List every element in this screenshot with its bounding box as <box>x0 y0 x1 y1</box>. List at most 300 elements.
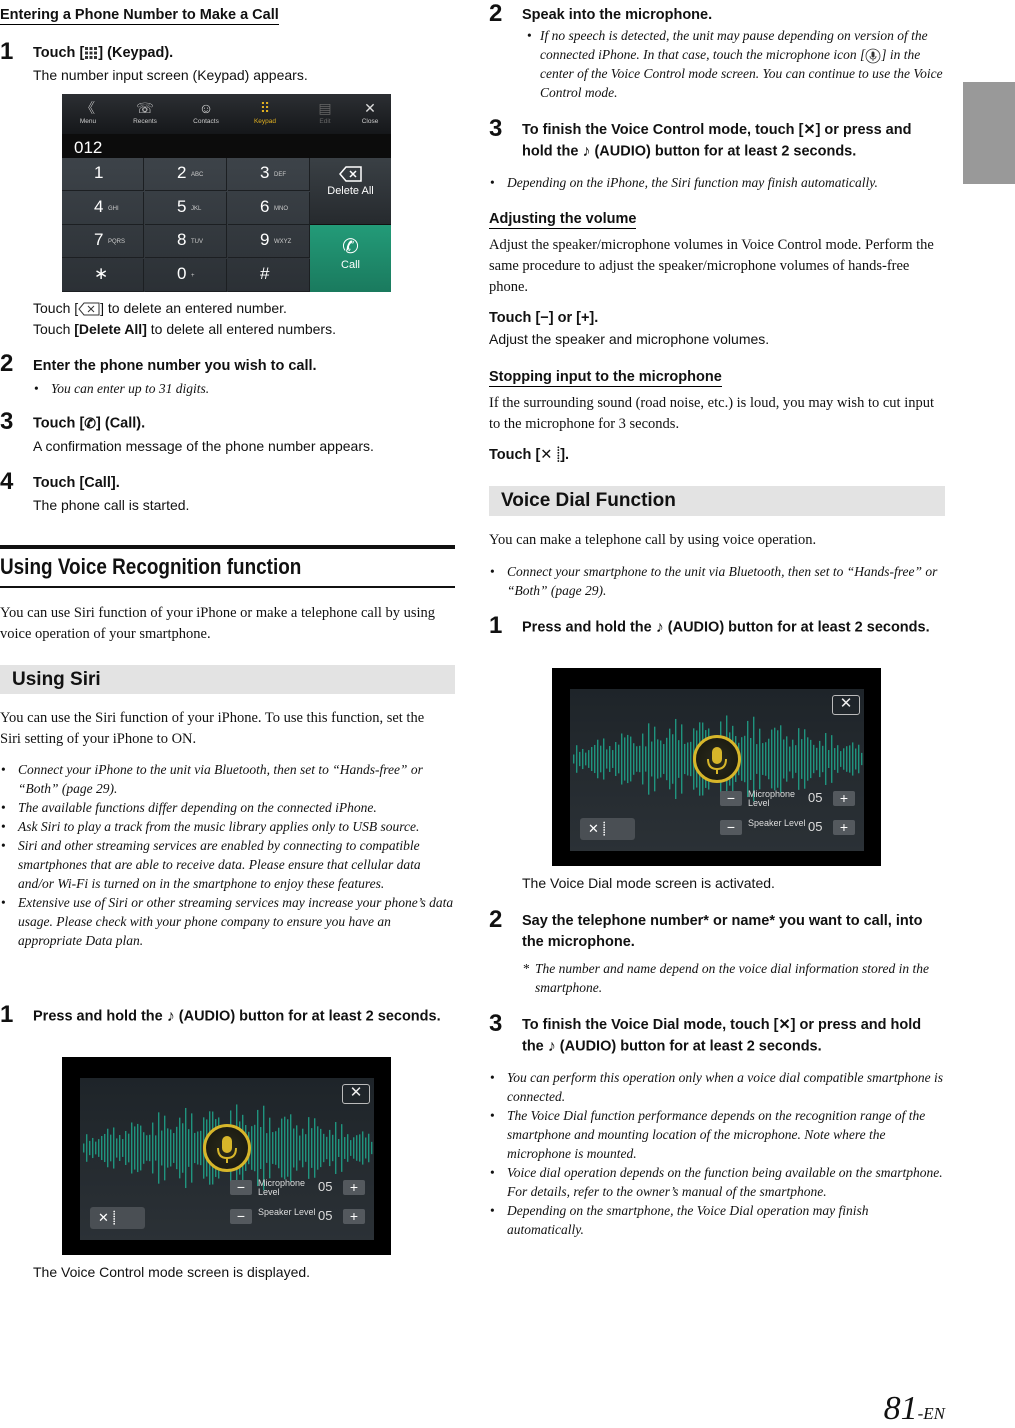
speaker-level-value: 05 <box>808 819 823 834</box>
wave-bar <box>182 1123 183 1172</box>
wave-bar <box>642 734 643 785</box>
keypad-icon: ⠿ <box>259 100 271 116</box>
wave-bar <box>350 1140 351 1156</box>
wave-bar <box>146 1135 147 1160</box>
edit-icon: ▤ <box>318 100 332 116</box>
wave-bar <box>119 1135 120 1161</box>
wave-bar <box>633 743 634 775</box>
list-item: • The Voice Dial function performance depends on the recognition range of the smartphone and mounting location of the microphone. Note where the microphone is mounted. <box>489 1106 945 1163</box>
microphone-icon <box>696 738 738 780</box>
siri-intro: You can use the Siri function of your iPhone. To use this function, set the Siri setting of your iPhone to ON. <box>0 710 425 747</box>
bullet: • <box>527 28 532 43</box>
wave-bar <box>855 748 856 769</box>
wave-bar <box>648 723 649 794</box>
voice-panel <box>570 689 864 851</box>
tab-menu[interactable]: 《 Menu <box>62 98 114 125</box>
wave-bar <box>804 729 805 788</box>
wave-bar <box>251 1126 252 1170</box>
voice-dial-intro: You can make a telephone call by using voice operation. <box>489 532 817 548</box>
wave-bar <box>747 721 748 797</box>
wave-bar <box>134 1126 135 1169</box>
microphone-level-row <box>720 788 864 808</box>
list-item: • Connect your smartphone to the unit via Bluetooth, then set to “Hands-free” or “Both” (page 29). <box>489 562 945 600</box>
wave-bar <box>582 749 583 769</box>
section-title: Using Voice Recognition function <box>0 554 302 579</box>
wave-bar <box>128 1134 129 1163</box>
wave-bar <box>332 1135 333 1161</box>
wave-bar <box>152 1123 153 1174</box>
step-number: 3 <box>489 115 503 142</box>
section-intro: You can use Siri function of your iPhone or make a telephone call by using voice operation of your smartphone. <box>0 605 436 642</box>
wave-bar <box>645 746 646 771</box>
wave-bar <box>362 1131 363 1164</box>
step-number: 1 <box>0 1001 14 1028</box>
wave-bar <box>651 742 652 777</box>
wave-bar <box>849 745 850 772</box>
wave-bar <box>609 746 610 772</box>
microphone-button[interactable] <box>203 1124 251 1172</box>
step-title: Enter the phone number you wish to call. <box>33 358 317 374</box>
step-desc: A confirmation message of the phone number appears. <box>33 438 374 454</box>
key-star[interactable]: ∗ <box>62 259 144 292</box>
wave-bar <box>789 747 790 772</box>
close-icon: ✕ <box>349 1084 363 1101</box>
wave-bar <box>810 740 811 778</box>
close-icon: ✕ <box>364 100 376 116</box>
close-button[interactable] <box>342 1084 370 1104</box>
wave-bar <box>107 1129 108 1168</box>
keypad-screenshot <box>62 94 391 292</box>
wave-bar <box>176 1127 177 1169</box>
step-title: Touch [✆] (Call). <box>33 413 145 434</box>
wave-bar <box>314 1118 315 1177</box>
wave-bar <box>170 1130 171 1167</box>
wave-bar <box>185 1108 186 1188</box>
wave-bar <box>284 1117 285 1180</box>
step-title: Touch [ ] (Keypad). <box>33 45 174 61</box>
wave-bar <box>290 1114 291 1181</box>
step-title: Press and hold the ♪ (AUDIO) button for at least 2 seconds. <box>522 619 930 636</box>
tab-close[interactable]: ✕ Close <box>344 98 391 125</box>
wave-bar <box>167 1128 168 1167</box>
mic-minus-button[interactable]: − <box>230 1180 252 1195</box>
wave-bar <box>615 742 616 776</box>
wave-bar <box>299 1136 300 1161</box>
keypad-tabbar <box>62 94 391 134</box>
close-icon: ✕ <box>778 1017 791 1033</box>
step-title: To finish the Voice Control mode, touch [✕] or press and hold the ♪ (AUDIO) button for at least 2 seconds. <box>522 122 912 160</box>
speaker-level-row <box>230 1206 374 1226</box>
wave-bar <box>257 1110 258 1186</box>
wave-bar <box>765 742 766 776</box>
wave-bar <box>741 737 742 781</box>
wave-bar <box>783 739 784 778</box>
wave-bar <box>756 744 757 774</box>
note-list <box>33 379 453 398</box>
wave-bar <box>801 739 802 779</box>
adjust-desc: Adjust the speaker and microphone volumes. <box>489 331 770 347</box>
step-desc: The number input screen (Keypad) appears. <box>33 67 308 83</box>
stop-input-heading: Stopping input to the microphone <box>489 369 722 385</box>
wave-bar <box>269 1118 270 1179</box>
wave-bar <box>344 1137 345 1159</box>
speaker-minus-button[interactable]: − <box>230 1209 252 1224</box>
wave-bar <box>831 735 832 783</box>
step-number: 4 <box>0 468 14 495</box>
wave-bar <box>675 719 676 799</box>
wave-bar <box>323 1134 324 1162</box>
wave-bar <box>368 1134 369 1163</box>
mic-cut-icon: ✕ ⸽ <box>588 821 606 836</box>
tab-recents[interactable]: ☏ Recents <box>119 98 171 125</box>
wave-bar <box>272 1132 273 1164</box>
wave-bar <box>666 738 667 780</box>
asterisk: * <box>523 961 530 976</box>
wave-bar <box>759 729 760 790</box>
wave-bar <box>639 746 640 772</box>
wave-bar <box>365 1137 366 1158</box>
wave-bar <box>654 727 655 792</box>
list-item: • You can perform this operation only when a voice dial compatible smartphone is connected. <box>489 1068 945 1106</box>
wave-bar <box>293 1128 294 1167</box>
wave-bar <box>840 751 841 767</box>
note-list <box>489 173 945 192</box>
tab-edit[interactable]: ▤ Edit <box>299 98 351 125</box>
microphone-level-row <box>230 1177 374 1197</box>
voice-control-screenshot <box>62 1057 391 1255</box>
step-number: 3 <box>489 1010 503 1037</box>
key-1[interactable]: 1 <box>62 158 144 191</box>
mic-level-label: Microphone Level <box>748 789 796 808</box>
wave-bar <box>861 753 862 765</box>
wave-bar <box>140 1126 141 1171</box>
key-0[interactable]: 0 + <box>145 259 227 292</box>
wave-bar <box>678 740 679 778</box>
speaker-plus-button[interactable]: + <box>343 1209 365 1224</box>
step-number: 1 <box>489 612 503 639</box>
wave-bar <box>858 745 859 774</box>
close-icon: ✕ <box>839 695 853 712</box>
wave-bar <box>317 1126 318 1169</box>
screen-caption: The Voice Control mode screen is displayed. <box>33 1264 311 1280</box>
wave-bar <box>353 1137 354 1158</box>
list-item: • You can enter up to 31 digits. <box>33 379 453 398</box>
wave-bar <box>371 1142 372 1154</box>
wave-bar <box>281 1119 282 1178</box>
step-number: 1 <box>0 38 14 65</box>
wave-bar <box>597 740 598 779</box>
wave-bar <box>573 755 574 764</box>
delete-all-button[interactable]: Delete All <box>310 158 391 225</box>
wave-bar <box>308 1117 309 1179</box>
wave-bar <box>684 744 685 774</box>
wave-bar <box>260 1127 261 1169</box>
wave-bar <box>837 745 838 773</box>
wave-bar <box>852 742 853 775</box>
section-rule <box>0 545 455 549</box>
wave-bar <box>356 1135 357 1161</box>
wave-bar <box>813 745 814 773</box>
wave-bar <box>359 1134 360 1161</box>
wave-bar <box>819 741 820 777</box>
key-6[interactable]: 6 MNO <box>228 192 310 225</box>
wave-bar <box>197 1131 198 1164</box>
wave-bar <box>669 729 670 790</box>
wave-bar <box>302 1129 303 1168</box>
step-title: Press and hold the ♪ (AUDIO) button for at least 2 seconds. <box>33 1008 441 1025</box>
mic-cut-button[interactable] <box>90 1207 145 1229</box>
step-number: 2 <box>489 0 503 27</box>
music-note-icon: ♪ <box>547 1038 556 1055</box>
screen-caption: The Voice Dial mode screen is activated. <box>522 875 775 891</box>
wave-bar <box>834 748 835 770</box>
wave-bar <box>624 737 625 780</box>
step-desc: The phone call is started. <box>33 497 190 513</box>
step-number: 2 <box>489 906 503 933</box>
key-8[interactable]: 8 TUV <box>145 225 227 258</box>
list-item: • Siri and other streaming services are enabled by connecting to compatible smartphones that are able to receive data. Please ensure that cellular data and/or Wi-Fi is turned on in the smartphone to enjoy these features. <box>0 836 455 893</box>
wave-bar <box>744 736 745 782</box>
step-title: To finish the Voice Dial mode, touch [✕] or press and hold the ♪ (AUDIO) button for at least 2 seconds. <box>522 1017 922 1055</box>
wave-bar <box>320 1129 321 1167</box>
wave-bar <box>822 746 823 772</box>
chevron-left-icon: 《 <box>81 100 95 116</box>
list-item: • Depending on the smartphone, the Voice Dial operation may finish automatically. <box>489 1201 945 1239</box>
wave-bar <box>179 1118 180 1179</box>
key-7[interactable]: 7 PQRS <box>62 225 144 258</box>
wave-bar <box>795 745 796 773</box>
wave-bar <box>110 1135 111 1162</box>
wave-bar <box>92 1138 93 1158</box>
wave-bar <box>576 745 577 773</box>
microphone-button[interactable] <box>693 735 741 783</box>
list-item: • The available functions differ depending on the connected iPhone. <box>0 798 455 817</box>
list-item: • Depending on the iPhone, the Siri function may finish automatically. <box>489 173 945 192</box>
wave-bar <box>338 1139 339 1157</box>
wave-bar <box>89 1141 90 1155</box>
mic-level-label: Microphone Level <box>258 1178 306 1197</box>
microphone-icon <box>206 1127 248 1169</box>
step-title: Touch [Call]. <box>33 475 120 491</box>
mic-cut-icon: ✕ ⸽ <box>540 447 561 463</box>
mic-plus-button[interactable]: + <box>833 791 855 806</box>
backspace-icon <box>78 302 100 316</box>
wave-bar <box>143 1132 144 1164</box>
list-item: • Ask Siri to play a track from the music library applies only to USB source. <box>0 817 455 836</box>
contacts-icon: ☺ <box>198 100 214 116</box>
wave-bar <box>636 746 637 771</box>
wave-bar <box>807 737 808 780</box>
wave-bar <box>846 746 847 772</box>
wave-bar <box>98 1139 99 1157</box>
tab-keypad[interactable]: ⠿ Keypad <box>239 98 291 125</box>
wave-bar <box>188 1129 189 1167</box>
list-item: • Extensive use of Siri or other streaming services may increase your phone’s data usage. Please check with your phone company to ensure you have an appropriate Data plan. <box>0 893 455 950</box>
wave-bar <box>591 747 592 771</box>
wave-bar <box>278 1128 279 1169</box>
speaker-plus-button[interactable]: + <box>833 820 855 835</box>
wave-bar <box>774 728 775 791</box>
wave-bar <box>125 1131 126 1165</box>
wave-bar <box>347 1134 348 1162</box>
wave-bar <box>612 750 613 768</box>
wave-bar <box>86 1134 87 1162</box>
entered-number: 012 <box>74 138 103 157</box>
wave-bar <box>194 1133 195 1163</box>
note-list <box>489 1068 945 1239</box>
wave-bar <box>329 1130 330 1166</box>
mic-cut-icon: ✕ ⸽ <box>98 1210 116 1225</box>
wave-bar <box>173 1133 174 1163</box>
key-3[interactable]: 3 DEF <box>228 158 310 191</box>
wave-bar <box>158 1112 159 1183</box>
music-note-icon: ♪ <box>166 1008 175 1025</box>
speaker-level-row <box>720 817 864 837</box>
key-4[interactable]: 4 GHI <box>62 192 144 225</box>
mic-cut-button[interactable] <box>580 818 635 840</box>
wave-bar <box>116 1138 117 1157</box>
wave-bar <box>296 1125 297 1170</box>
wave-bar <box>95 1142 96 1155</box>
wave-bar <box>660 741 661 778</box>
wave-bar <box>618 745 619 774</box>
wave-bar <box>630 737 631 782</box>
step-title: Speak into the microphone. <box>522 7 713 23</box>
key-2[interactable]: 2 ABC <box>145 158 227 191</box>
wave-bar <box>287 1119 288 1176</box>
speaker-minus-button[interactable]: − <box>720 820 742 835</box>
siri-notes <box>0 760 455 950</box>
speaker-level-label: Speaker Level <box>258 1207 316 1217</box>
wave-bar <box>657 739 658 778</box>
voice-panel <box>80 1078 374 1240</box>
voice-dial-section-bar: Voice Dial Function <box>489 486 945 516</box>
music-note-icon: ♪ <box>655 619 664 636</box>
close-icon: ✕ <box>803 122 816 138</box>
note-list <box>489 562 945 600</box>
wave-bar <box>825 733 826 785</box>
delete-one-instruction: Touch [ ] to delete an entered number. <box>33 300 287 316</box>
wave-bar <box>341 1124 342 1172</box>
voice-dial-screenshot <box>552 668 881 866</box>
wave-bar <box>771 730 772 789</box>
step-note: • If no speech is detected, the unit may pause depending on version of the connected iPhone. In that case, touch the microphone icon [ ] in the center of the Voice Control mode screen. You can continue to use the Voice Control mode. <box>527 28 943 100</box>
stop-touch-label: Touch [✕ ⸽]. <box>489 447 570 463</box>
wave-bar <box>672 734 673 783</box>
phone-icon: ✆ <box>342 236 359 258</box>
page-number: 81-EN <box>883 1390 945 1427</box>
wave-bar <box>768 739 769 780</box>
wave-bar <box>335 1122 336 1174</box>
backspace-icon <box>339 166 363 182</box>
wave-bar <box>687 742 688 775</box>
wave-bar <box>750 738 751 780</box>
key-hash[interactable]: # <box>228 259 310 292</box>
entering-heading: Entering a Phone Number to Make a Call <box>0 7 279 23</box>
wave-bar <box>843 748 844 769</box>
wave-bar <box>600 746 601 773</box>
recents-icon: ☏ <box>136 100 154 116</box>
wave-bar <box>326 1137 327 1159</box>
speaker-level-label: Speaker Level <box>748 818 806 828</box>
wave-bar <box>627 735 628 783</box>
delete-all-instruction: Touch [Delete All] to delete all entered numbers. <box>33 321 336 337</box>
call-button[interactable]: ✆ Call <box>310 225 391 292</box>
speaker-level-value: 05 <box>318 1208 333 1223</box>
tab-contacts[interactable]: ☺ Contacts <box>180 98 232 125</box>
wave-bar <box>606 749 607 768</box>
adjust-volume-text: Adjust the speaker/microphone volumes in Voice Control mode. Perform the same procedure to adjust the speaker/microphone volumes of hands-free phone. <box>489 237 934 295</box>
wave-bar <box>603 738 604 779</box>
wave-bar <box>792 740 793 779</box>
wave-bar <box>113 1127 114 1168</box>
wave-bar <box>786 736 787 781</box>
wave-bar <box>305 1134 306 1162</box>
step-note: * The number and name depend on the voice dial information stored in the smartphone. <box>523 961 929 995</box>
key-5[interactable]: 5 JKL <box>145 192 227 225</box>
keypad-grid <box>62 158 310 292</box>
mic-level-value: 05 <box>318 1179 333 1194</box>
mic-level-value: 05 <box>808 790 823 805</box>
key-9[interactable]: 9 WXYZ <box>228 225 310 258</box>
wave-bar <box>585 753 586 766</box>
keypad-icon <box>84 46 98 60</box>
wave-bar <box>798 728 799 790</box>
wave-bar <box>149 1135 150 1161</box>
wave-bar <box>137 1124 138 1172</box>
wave-bar <box>777 730 778 787</box>
wave-bar <box>816 748 817 770</box>
wave-bar <box>200 1131 201 1165</box>
microphone-icon <box>865 48 881 64</box>
wave-bar <box>122 1139 123 1157</box>
wave-bar <box>681 724 682 793</box>
music-note-icon: ♪ <box>582 143 591 160</box>
wave-bar <box>266 1133 267 1163</box>
step-number: 3 <box>0 408 14 435</box>
step-title: Say the telephone number* or name* you want to call, into the microphone. <box>522 913 923 950</box>
wave-bar <box>594 745 595 773</box>
wave-bar <box>311 1128 312 1168</box>
wave-bar <box>621 733 622 784</box>
wave-bar <box>275 1131 276 1165</box>
mic-plus-button[interactable]: + <box>343 1180 365 1195</box>
wave-bar <box>101 1136 102 1160</box>
wave-bar <box>155 1135 156 1160</box>
adjust-volume-heading: Adjusting the volume <box>489 211 637 227</box>
adjust-touch-label: Touch [−] or [+]. <box>489 310 599 326</box>
phone-icon: ✆ <box>84 415 97 431</box>
section-rule <box>0 586 455 588</box>
list-item: • Connect your iPhone to the unit via Bluetooth, then set to “Hands-free” or “Both” (page 29). <box>0 760 455 798</box>
wave-bar <box>588 750 589 768</box>
wave-bar <box>161 1131 162 1166</box>
wave-bar <box>131 1122 132 1173</box>
mic-minus-button[interactable]: − <box>720 791 742 806</box>
wave-bar <box>191 1113 192 1182</box>
wave-bar <box>579 752 580 766</box>
wave-bar <box>780 725 781 792</box>
wave-bar <box>762 743 763 775</box>
close-button[interactable] <box>832 695 860 715</box>
wave-bar <box>104 1134 105 1162</box>
wave-bar <box>663 744 664 774</box>
wave-bar <box>828 750 829 768</box>
step-number: 2 <box>0 350 14 377</box>
wave-bar <box>164 1116 165 1181</box>
stop-input-text: If the surrounding sound (road noise, etc.) is loud, you may wish to cut input to the microphone for 3 seconds. <box>489 395 935 432</box>
chapter-tab <box>963 82 1015 184</box>
